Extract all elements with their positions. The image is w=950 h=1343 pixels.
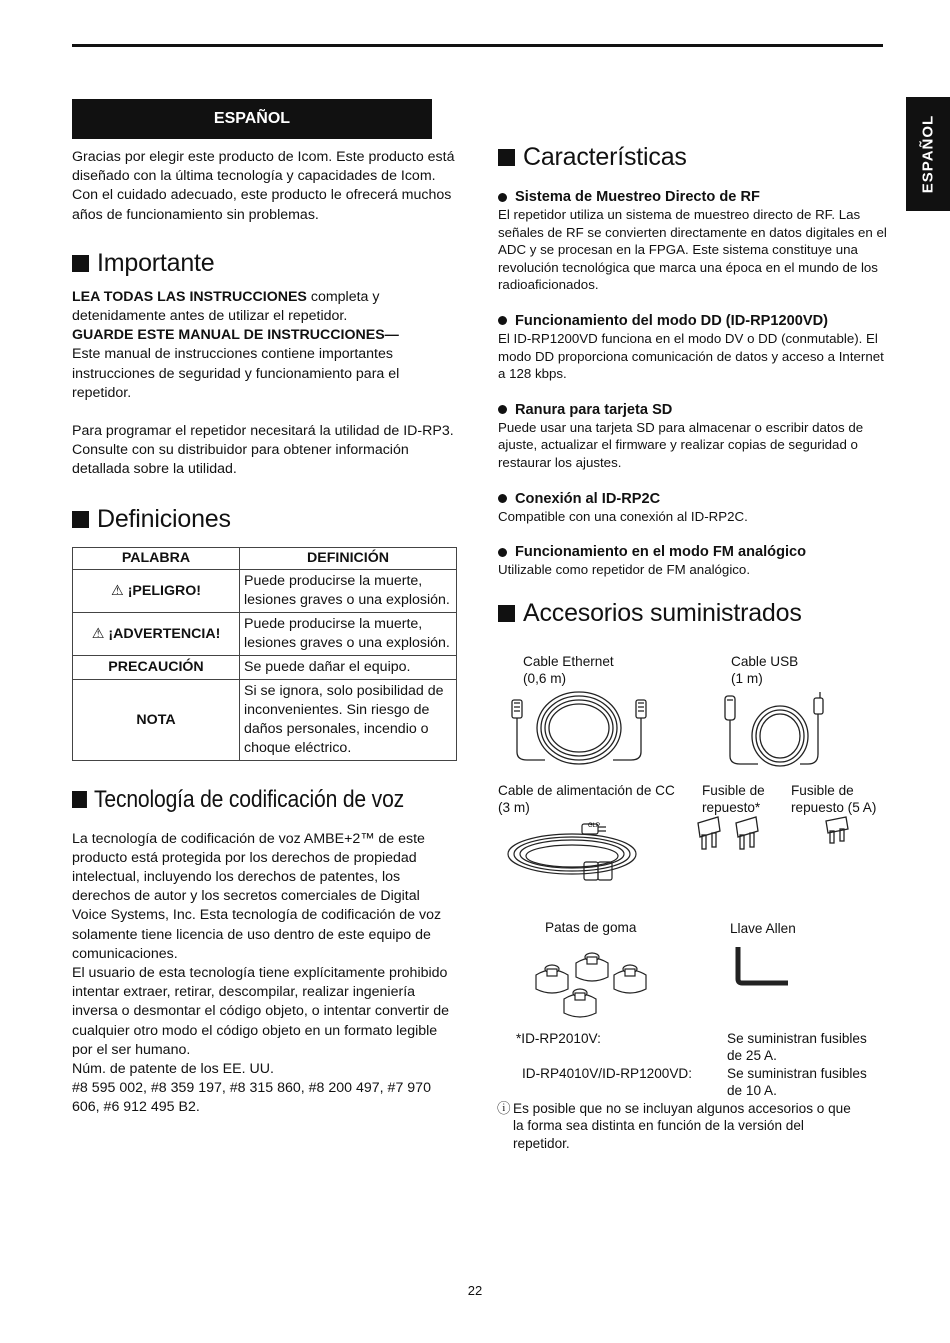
warning-icon: ⚠ bbox=[91, 625, 105, 642]
square-bullet-icon bbox=[72, 511, 89, 528]
guarde-bold: GUARDE ESTE MANUAL DE INSTRUCCIONES— bbox=[72, 327, 399, 344]
word-text: ¡ADVERTENCIA! bbox=[108, 625, 221, 642]
dc-cable-label bbox=[498, 782, 675, 816]
fuse-5a-icon bbox=[822, 815, 856, 847]
col-header-definition: DEFINICIÓN bbox=[240, 547, 457, 569]
lea-rest: completa y detenidamente antes de utilizar el repetidor. bbox=[72, 288, 380, 325]
rubber-feet-icon bbox=[528, 945, 660, 1023]
definition-cell: Si se ignora, solo posibilidad de inconvenientes. Sin riesgo de daños personales, incendio o choque eléctrico. bbox=[240, 679, 457, 760]
feature-text: Utilizable como repetidor de FM analógico. bbox=[498, 562, 751, 578]
importante-lea bbox=[72, 288, 457, 326]
section-title: Importante bbox=[97, 249, 215, 278]
note1-model: *ID-RP2010V: bbox=[516, 1031, 601, 1046]
definition-cell: Se puede dañar el equipo. bbox=[240, 655, 457, 679]
page-number: 22 bbox=[467, 1283, 483, 1298]
fuse-5a-label bbox=[791, 782, 876, 816]
intro-text: Gracias por elegir este producto de Icom. Este producto está diseñado con la última tecnología y capacidades de Icom. Con el cuidado adecuado, este producto le ofrecerá muchos años de funcionamiento sin problemas. bbox=[72, 149, 455, 223]
warning-icon: ⚠ bbox=[111, 582, 124, 599]
importante-programar: Para programar el repetidor necesitará la utilidad de ID-RP3. Consulte con su distribuidor para obtener información detallada sobre la utilidad. bbox=[72, 423, 454, 478]
feet-label: Patas de goma bbox=[545, 920, 637, 935]
tecnologia-text-2: El usuario de esta tecnología tiene explícitamente prohibido intentar extraer, retirar, descompilar, realizar ingeniería inversa o desmontar el código objeto, o intentar convertir de cualquier otro modo el código objeto en un formato legible por el ser humano. bbox=[72, 965, 449, 1058]
feature-title-text: Ranura para tarjeta SD bbox=[515, 401, 673, 418]
section-title: Tecnología de codificación de voz bbox=[94, 785, 405, 813]
note2-model: ID-RP4010V/ID-RP1200VD: bbox=[522, 1066, 692, 1081]
usb-cable-icon bbox=[718, 688, 833, 770]
col-header-word: PALABRA bbox=[73, 547, 240, 569]
feature-item bbox=[498, 490, 888, 526]
feature-text: El ID-RP1200VD funciona en el modo DV o DD (conmutable). El modo DD proporciona comunicación de datos y acceso a Internet a 128 kbps. bbox=[498, 330, 884, 382]
section-accesorios bbox=[498, 597, 888, 631]
square-bullet-icon bbox=[72, 255, 89, 272]
bullet-icon bbox=[498, 316, 507, 325]
language-side-tab bbox=[906, 97, 950, 211]
square-bullet-icon bbox=[498, 605, 515, 622]
top-rule bbox=[72, 44, 883, 47]
info-note: Es posible que no se incluyan algunos accesorios o que la forma sea distinta en función de la versión del repetidor. bbox=[513, 1101, 851, 1151]
feature-title-text: Sistema de Muestreo Directo de RF bbox=[515, 189, 760, 205]
section-title: Definiciones bbox=[97, 505, 231, 534]
importante-guarde bbox=[72, 326, 457, 403]
spare-fuse-icon bbox=[694, 815, 764, 855]
info-icon: ⓘ bbox=[497, 1101, 511, 1116]
lea-bold: LEA TODAS LAS INSTRUCCIONES bbox=[72, 288, 307, 305]
section-title: Accesorios suministrados bbox=[523, 599, 802, 628]
bullet-icon bbox=[498, 548, 507, 557]
definition-cell: Puede producirse la muerte, lesiones graves o una explosión. bbox=[240, 612, 457, 655]
allen-label: Llave Allen bbox=[730, 921, 796, 936]
ethernet-label bbox=[523, 653, 614, 687]
left-column bbox=[72, 148, 457, 1118]
note1-line1: Se suministran fusibles bbox=[727, 1031, 867, 1046]
table-row bbox=[73, 612, 457, 655]
note2-text bbox=[727, 1065, 867, 1100]
feature-title-text: Funcionamiento del modo DD (ID-RP1200VD) bbox=[515, 312, 828, 329]
section-tecnologia bbox=[72, 783, 411, 817]
guarde-rest: Este manual de instrucciones contiene importantes instrucciones de seguridad y funcionamiento para el repetidor. bbox=[72, 346, 400, 401]
feature-title bbox=[498, 543, 888, 561]
bullet-icon bbox=[498, 405, 507, 414]
patent-label: Núm. de patente de los EE. UU. bbox=[72, 1061, 274, 1078]
feature-title bbox=[498, 188, 888, 206]
feature-text: El repetidor utiliza un sistema de muestreo directo de RF. Las señales de RF se convierten directamente en datos digitales en el ADC y se procesan en la FPGA. Este sistema constituye una revolución tecnológica que marca una época en el mundo de los radioaficionados. bbox=[498, 207, 887, 293]
table-row bbox=[73, 655, 457, 679]
ethernet-length: (0,6 m) bbox=[523, 671, 567, 686]
definition-cell: Puede producirse la muerte, lesiones graves o una explosión. bbox=[240, 569, 457, 612]
feature-item bbox=[498, 312, 888, 383]
word-cell: NOTA bbox=[73, 679, 240, 760]
side-tab-label: ESPAÑOL bbox=[919, 114, 937, 194]
feature-item bbox=[498, 543, 888, 579]
word-cell bbox=[73, 569, 240, 612]
usb-length: (1 m) bbox=[731, 671, 763, 686]
patent-numbers: #8 595 002, #8 359 197, #8 315 860, #8 200 497, #7 970 606, #6 912 495 B2. bbox=[72, 1080, 431, 1116]
feature-title-text: Funcionamiento en el modo FM analógico bbox=[515, 544, 807, 561]
fuse-5a-name-2: repuesto (5 A) bbox=[791, 800, 877, 815]
feature-item bbox=[498, 401, 888, 472]
bullet-icon bbox=[498, 494, 507, 503]
feature-item bbox=[498, 188, 888, 294]
dc-cable-icon bbox=[500, 818, 645, 886]
bullet-icon bbox=[498, 193, 507, 202]
word-cell: PRECAUCIÓN bbox=[73, 655, 240, 679]
tecnologia-text: La tecnología de codificación de voz AMBE+2™ de este producto está protegida por los derechos de propiedad intelectual, incluyendo los derechos de patentes, los derechos de autor y los secretos comerciales de Digital Voice Systems, Inc. Esta tecnología de codificación de voz solamente tiene licencia de uso dentro de este equipo de comunicaciones. bbox=[72, 830, 442, 962]
feature-title-text: Conexión al ID-RP2C bbox=[515, 490, 661, 507]
section-importante bbox=[72, 247, 457, 281]
spare-fuse-name: Fusible de bbox=[702, 783, 765, 798]
note2-line2: de 10 A. bbox=[727, 1083, 777, 1099]
dc-length: (3 m) bbox=[498, 800, 530, 815]
square-bullet-icon bbox=[498, 149, 515, 166]
feature-title bbox=[498, 490, 888, 508]
square-bullet-icon bbox=[72, 791, 87, 808]
note2-line1: Se suministran fusibles bbox=[727, 1066, 867, 1081]
word-cell bbox=[73, 612, 240, 655]
feature-title bbox=[498, 401, 888, 419]
section-title: Características bbox=[523, 142, 687, 171]
section-caracteristicas bbox=[498, 140, 888, 174]
section-definiciones bbox=[72, 503, 457, 537]
dc-name: Cable de alimentación de CC bbox=[498, 783, 675, 798]
feature-title bbox=[498, 312, 888, 330]
spare-fuse-name-2: repuesto* bbox=[702, 800, 761, 815]
feature-text: Puede usar una tarjeta SD para almacenar o escribir datos de ajuste, actualizar el firmware y realizar copias de seguridad o restaurar los ajustes. bbox=[498, 419, 864, 470]
table-row bbox=[73, 679, 457, 760]
note1-text bbox=[727, 1030, 867, 1065]
table-row bbox=[73, 569, 457, 612]
dc-plug-text: GLP bbox=[588, 823, 601, 829]
table-header-row bbox=[73, 547, 457, 569]
language-header: ESPAÑOL bbox=[72, 99, 432, 139]
allen-key-icon bbox=[734, 945, 790, 987]
word-text: ¡PELIGRO! bbox=[127, 582, 201, 599]
usb-name: Cable USB bbox=[731, 654, 799, 669]
fuse-5a-name: Fusible de bbox=[791, 783, 854, 798]
ethernet-name: Cable Ethernet bbox=[523, 654, 614, 669]
usb-label bbox=[731, 653, 798, 687]
right-column bbox=[498, 140, 888, 631]
ethernet-cable-icon bbox=[505, 688, 653, 768]
definitions-table bbox=[72, 547, 457, 761]
feature-text: Compatible con una conexión al ID-RP2C. bbox=[498, 508, 748, 524]
note1-line2: de 25 A. bbox=[727, 1048, 777, 1064]
spare-fuse-label bbox=[702, 782, 765, 816]
